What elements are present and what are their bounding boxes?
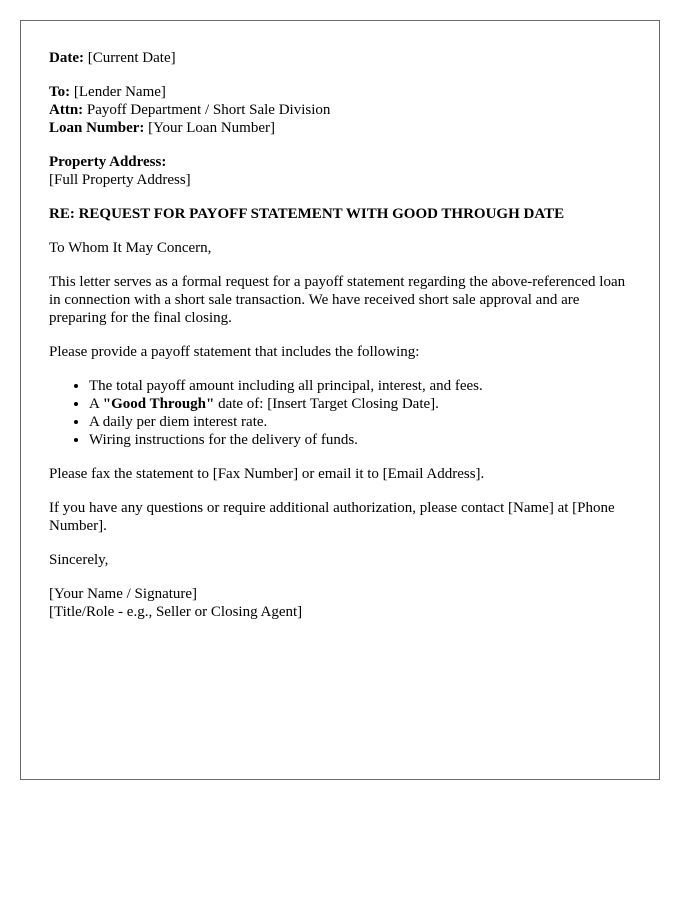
letter-page — [20, 20, 660, 780]
loan-number-line — [49, 119, 631, 137]
valediction: Sincerely, — [49, 552, 109, 568]
attn-line — [49, 101, 631, 119]
property-address-value: [Full Property Address] — [49, 172, 191, 188]
to-value: [Lender Name] — [70, 84, 166, 100]
list-item: • The total payoff amount including all principal, interest, and fees. — [89, 377, 631, 395]
signer-name: [Your Name / Signature] — [49, 586, 198, 602]
request-list — [49, 377, 631, 449]
attn-label: Attn: — [49, 102, 84, 118]
property-block — [49, 153, 631, 189]
loan-number-label: Loan Number: — [49, 120, 145, 136]
good-through-bold: "Good Through" — [102, 396, 215, 412]
fax-paragraph: Please fax the statement to [Fax Number] or email it to [Email Address]. — [49, 466, 485, 482]
subject-line: RE: REQUEST FOR PAYOFF STATEMENT WITH GOOD THROUGH DATE — [49, 206, 565, 222]
good-through-prefix: A — [89, 396, 103, 412]
attn-value: Payoff Department / Short Sale Division — [83, 102, 331, 118]
recipient-block — [49, 83, 631, 137]
intro-paragraph: This letter serves as a formal request for a payoff statement regarding the above-referenced loan in connection with a short sale transaction. We have received short sale approval and are preparing for the final closing. — [49, 274, 626, 326]
good-through-text: date of: [Insert Target Closing Date]. — [218, 396, 439, 412]
questions-paragraph: If you have any questions or require additional authorization, please contact [Name] at [Phone Number]. — [49, 500, 615, 534]
date-label: Date: — [49, 50, 84, 66]
date-value: [Current Date] — [83, 50, 176, 66]
property-address-label: Property Address: — [49, 154, 167, 170]
list-item — [89, 395, 631, 413]
list-intro: Please provide a payoff statement that includes the following: — [49, 344, 420, 360]
signer-title: [Title/Role - e.g., Seller or Closing Agent] — [49, 604, 303, 620]
date-line — [49, 49, 631, 67]
list-item: • Wiring instructions for the delivery of funds. — [89, 431, 631, 449]
loan-number-value: [Your Loan Number] — [144, 120, 275, 136]
to-line — [49, 83, 631, 101]
date-block — [49, 49, 631, 67]
list-item: • A daily per diem interest rate. — [89, 413, 631, 431]
signature-block — [49, 585, 631, 621]
to-label: To: — [49, 84, 71, 100]
salutation: To Whom It May Concern, — [49, 240, 212, 256]
